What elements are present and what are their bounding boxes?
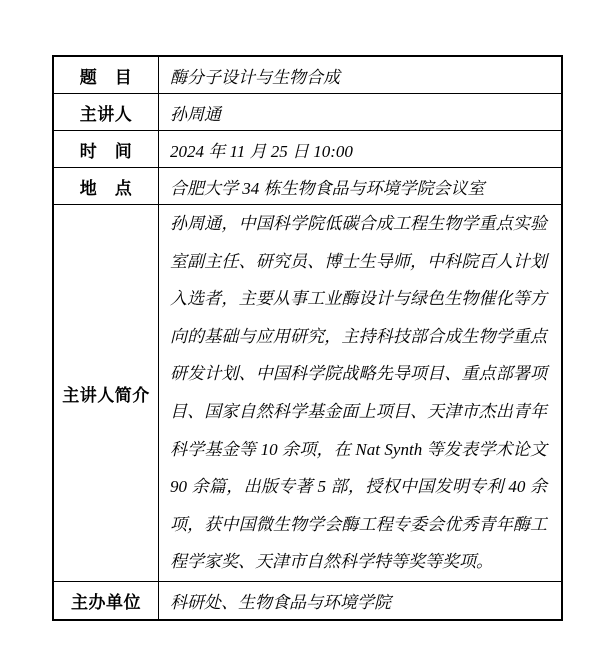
table-row-speaker-bio xyxy=(54,205,561,582)
organizer-row-label: 主办单位 xyxy=(54,582,159,619)
seminar-info-table xyxy=(52,55,563,621)
table-row-speaker xyxy=(54,94,561,131)
title-row-label: 题 目 xyxy=(54,57,159,93)
speaker-row-value: 孙周通 xyxy=(170,104,221,124)
location-row-label: 地 点 xyxy=(54,168,159,204)
speaker-bio-row-label: 主讲人简介 xyxy=(54,205,159,581)
location-row-value: 合肥大学 34 栋生物食品与环境学院会议室 xyxy=(170,178,485,198)
speaker-row-label: 主讲人 xyxy=(54,94,159,130)
speaker-bio-row-value: 孙周通，中国科学院低碳合成工程生物学重点实验室副主任、研究员、博士生导师，中科院百人计划入选者，主要从事工业酶设计与绿色生物催化等方向的基础与应用研究，主持科技部合成生物学重点研发计划、中国科学院战略先导项目、重点部署项目、国家自然科学基金面上项目、天津市杰出青年科学基金等 10 余项，在 Nat Synth 等发表学术论文 90 余篇，出版专著 5 部，授权中国发明专利 40 余项，获中国微生物学会酶工程专委会优秀青年酶工程学家奖、天津市自然科学特等奖等奖项。 xyxy=(170,214,547,572)
table-row-organizer xyxy=(54,582,561,619)
time-row-value: 2024 年 11 月 25 日 10:00 xyxy=(170,141,353,161)
organizer-row-value: 科研处、生物食品与环境学院 xyxy=(170,593,391,612)
table-row-title xyxy=(54,57,561,94)
table-row-time xyxy=(54,131,561,168)
title-row-value: 酶分子设计与生物合成 xyxy=(170,67,340,87)
table-row-location xyxy=(54,168,561,205)
time-row-label: 时 间 xyxy=(54,131,159,167)
